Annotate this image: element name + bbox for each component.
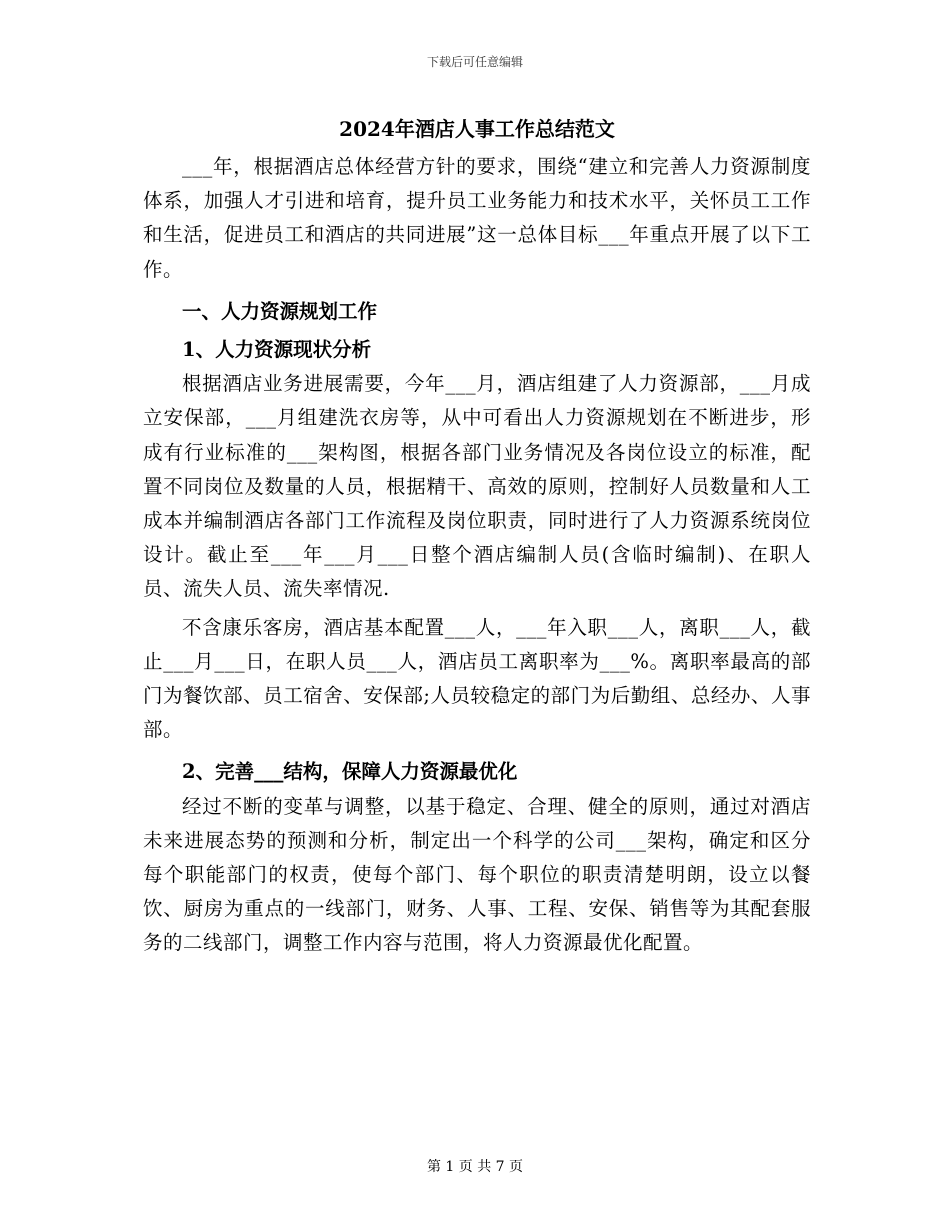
page-number: 第 1 页 共 7 页 bbox=[426, 1159, 524, 1175]
page-header-note: 下载后可任意编辑 bbox=[426, 55, 523, 69]
document-title: 2024年酒店人事工作总结范文 bbox=[339, 117, 615, 141]
document-body bbox=[143, 112, 811, 961]
status-analysis-paragraph: 根据酒店业务进展需要，今年___月，酒店组建了人力资源部，___月成立安保部，___月组建洗衣房等，从中可看出人力资源规划在不断进步，形成有行业标准的___架构图，根据各部门业务情况及各岗位设立的标准，配置不同岗位及数量的人员，根据精干、高效的原则，控制好人员数量和人工成本并编制酒店各部门工作流程及岗位职责，同时进行了人力资源系统岗位设计。截止至___年___月___日整个酒店编制人员(含临时编制)、在职人员、流失人员、流失率情况. bbox=[143, 372, 811, 601]
subsection-heading-status-analysis: 1、人力资源现状分析 bbox=[182, 338, 372, 362]
intro-paragraph: ___年，根据酒店总体经营方针的要求，围绕“建立和完善人力资源制度体系，加强人才引进和培育，提升员工业务能力和技术水平，关怀员工工作和生活，促进员工和酒店的共同进展”这一总体目标___年重点开展了以下工作。 bbox=[143, 155, 811, 281]
subsection-heading-structure: 2、完善___结构，保障人力资源最优化 bbox=[182, 760, 518, 784]
staffing-stats-paragraph: 不含康乐客房，酒店基本配置___人，___年入职___人，离职___人，截止___月___日，在职人员___人，酒店员工离职率为___%。离职率最高的部门为餐饮部、员工宿舍、安保部;人员较稳定的部门为后勤组、总经办、人事部。 bbox=[143, 615, 811, 742]
structure-paragraph: 经过不断的变革与调整，以基于稳定、合理、健全的原则，通过对酒店未来进展态势的预测和分析，制定出一个科学的公司___架构，确定和区分每个职能部门的权责，使每个部门、每个职位的职责清楚明朗，设立以餐饮、厨房为重点的一线部门，财务、人事、工程、安保、销售等为其配套服务的二线部门，调整工作内容与范围，将人力资源最优化配置。 bbox=[143, 794, 811, 955]
section-heading-hr-planning: 一、人力资源规划工作 bbox=[182, 299, 378, 323]
